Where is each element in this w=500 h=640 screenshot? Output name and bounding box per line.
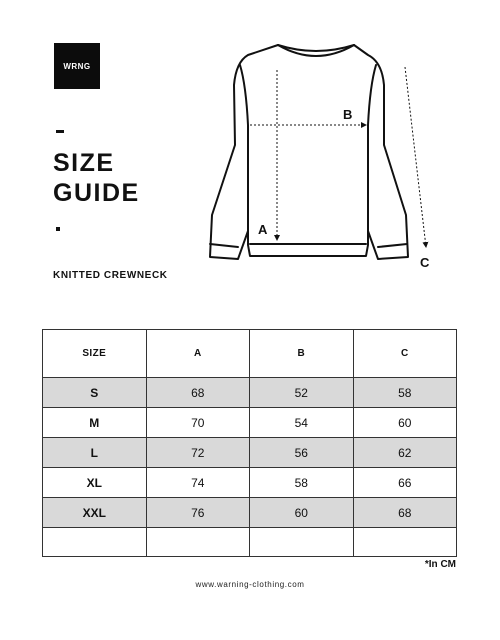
label-a: A — [258, 222, 268, 237]
table-row — [43, 408, 457, 438]
value-cell: 72 — [146, 438, 250, 468]
size-cell: L — [43, 438, 147, 468]
value-cell: 60 — [353, 408, 457, 438]
value-cell: 58 — [353, 378, 457, 408]
value-cell: 60 — [250, 498, 354, 528]
product-name: KNITTED CREWNECK — [53, 270, 168, 281]
table-header-row — [43, 330, 457, 378]
table-row — [43, 378, 457, 408]
empty-cell — [43, 528, 147, 557]
value-cell: 74 — [146, 468, 250, 498]
value-cell: 70 — [146, 408, 250, 438]
table-row — [43, 498, 457, 528]
value-cell: 68 — [146, 378, 250, 408]
website-link[interactable]: www.warning-clothing.com — [195, 580, 305, 589]
title-dash-top — [56, 130, 64, 133]
empty-cell — [353, 528, 457, 557]
value-cell: 58 — [250, 468, 354, 498]
measure-line-c — [405, 67, 426, 247]
size-cell: S — [43, 378, 147, 408]
header-size: SIZE — [43, 330, 147, 378]
brand-logo-text: WRNG — [63, 61, 91, 71]
value-cell: 54 — [250, 408, 354, 438]
value-cell: 76 — [146, 498, 250, 528]
brand-logo — [54, 43, 100, 89]
table-row — [43, 468, 457, 498]
label-c: C — [420, 255, 430, 270]
sweater-body — [210, 45, 408, 259]
header-c: C — [353, 330, 457, 378]
unit-note: *In CM — [424, 559, 456, 570]
value-cell: 52 — [250, 378, 354, 408]
empty-cell — [146, 528, 250, 557]
header-a: A — [146, 330, 250, 378]
value-cell: 62 — [353, 438, 457, 468]
empty-cell — [250, 528, 354, 557]
label-b: B — [343, 107, 353, 122]
title-dash-bottom — [56, 227, 60, 231]
header-b: B — [250, 330, 354, 378]
title-line-1: SIZE — [53, 149, 115, 177]
value-cell: 68 — [353, 498, 457, 528]
size-cell: XL — [43, 468, 147, 498]
size-cell: XXL — [43, 498, 147, 528]
title-line-2: GUIDE — [53, 179, 140, 207]
page-title — [53, 148, 140, 208]
table-row — [43, 438, 457, 468]
value-cell: 56 — [250, 438, 354, 468]
size-table — [42, 329, 457, 557]
value-cell: 66 — [353, 468, 457, 498]
table-row-empty — [43, 528, 457, 557]
size-cell: M — [43, 408, 147, 438]
sweater-diagram — [200, 35, 450, 285]
